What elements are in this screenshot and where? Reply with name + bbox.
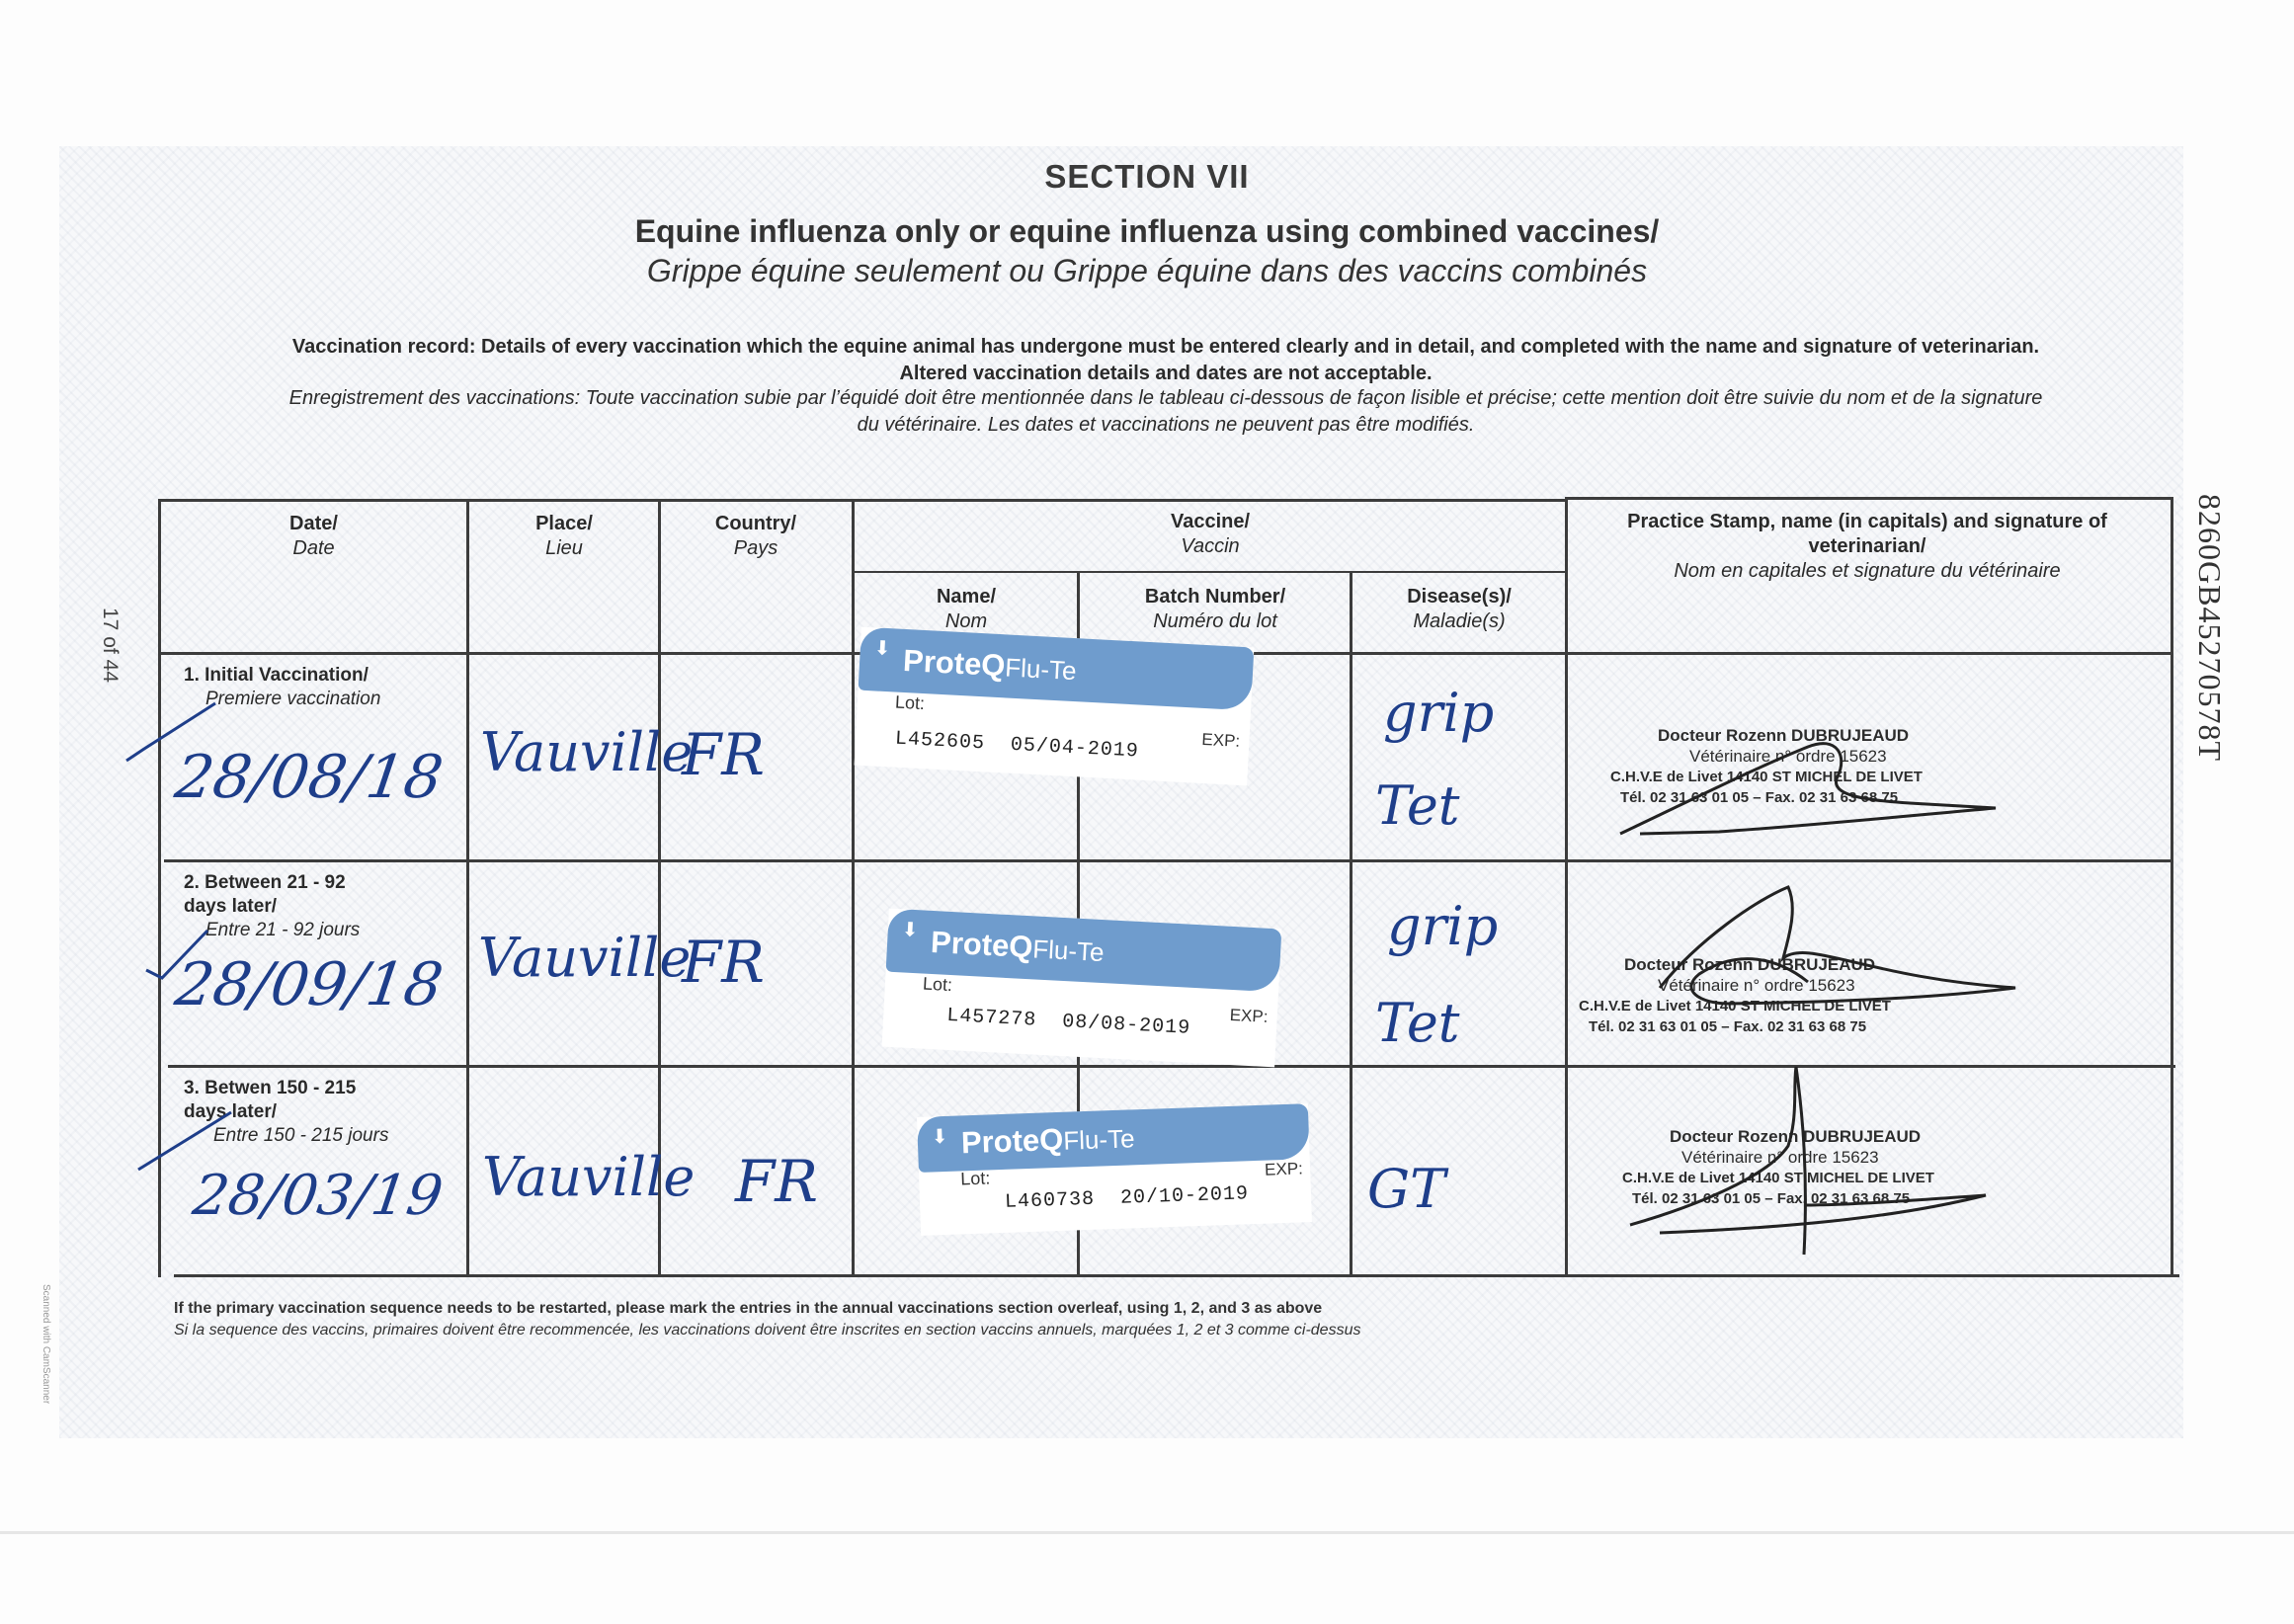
grid-col-right [2171,497,2173,1277]
intro-en [158,334,2173,387]
header-country [662,512,850,561]
header-stamp [1581,510,2154,584]
form-title-en: Equine influenza only or equine influenza using combined vaccines/ [634,213,1660,249]
header-name-en: Name/ [936,586,997,608]
row1-lot-label: Lot: [894,691,926,714]
header-country-en: Country/ [714,513,797,534]
header-batch-en: Batch Number/ [1144,586,1286,608]
row3-date: 28/03/19 [189,1164,448,1228]
header-disease [1353,585,1565,634]
row2-stamp-phone: Tél. 02 31 63 01 05 – Fax. 02 31 63 68 75 [1589,1018,1867,1035]
header-disease-fr: Maladie(s) [1413,610,1506,632]
intro-en-line1: Vaccination record: Details of every vaccination which the equine animal has undergone must be entered clearly and in detail, and completed with the name and signature of veterinarian. [291,336,2040,358]
row1-country: FR [682,721,765,788]
row3-brand-bold: ProteQ [960,1121,1064,1161]
row3-vaccine-label [917,1103,1312,1236]
row2-place: Vauville [478,927,692,989]
document-id: 8260GB45270578T [2192,494,2228,762]
row3-stamp-order: Vétérinaire n° ordre 15623 [1681,1148,1879,1167]
grid-vaccine-sub [852,571,1567,573]
footer-note-fr: Si la sequence des vaccins, primaires doivent être recommencée, les vaccinations doivent être inscrites en section vaccins annuels, marquées 1, 2 et 3 comme ci-dessus [174,1322,1361,1339]
footer-note-en: If the primary vaccination sequence needs to be restarted, please mark the entries in the annual vaccinations section overleaf, using 1, 2, and 3 as above [174,1300,1323,1317]
row3-lot-exp [1005,1182,1250,1214]
header-place-en: Place/ [535,513,593,534]
header-vaccine [856,510,1565,559]
row3-place: Vauville [482,1146,696,1208]
row1-lot: L452605 [894,727,986,756]
row3-exp: 20/10-2019 [1119,1182,1250,1210]
intro-fr [158,385,2173,439]
row1-label-fr: Premiere vaccination [205,689,381,709]
row1-exp-label: EXP: [1200,729,1241,751]
row3-stamp-phone: Tél. 02 31 63 01 05 – Fax. 02 31 63 68 75 [1632,1190,1911,1207]
row1-date: 28/08/18 [171,743,448,812]
grid-col-vaccine [852,499,855,1277]
grid-col-place [466,499,469,1277]
row1-signature [1610,717,2006,855]
row3-brand-light: Flu-Te [1062,1123,1136,1156]
scan-edge-line [0,1531,2294,1534]
row3-stamp-name: Docteur Rozenn DUBRUJEAUD [1670,1127,1922,1146]
row1-disease-2: Tet [1375,774,1460,837]
row1-disease-1: grip [1383,682,1495,744]
row3-label-fr: Entre 150 - 215 jours [213,1125,389,1146]
row3-stamp-address: C.H.V.E de Livet 14140 ST MICHEL DE LIVET [1622,1170,1934,1186]
header-name-fr: Nom [944,610,988,632]
section-title: SECTION VII [1044,158,1250,195]
row3-signature [1620,1057,1996,1264]
header-stamp-en: Practice Stamp, name (in capitals) and signature of veterinarian/ [1627,511,2107,557]
header-vaccine-fr: Vaccin [1181,535,1240,557]
header-date-en: Date/ [289,513,338,534]
header-date-fr: Date [292,537,335,559]
row2-brand-bold: ProteQ [930,924,1034,965]
row3-lot-label: Lot: [959,1168,991,1189]
intro-fr-line2: du vétérinaire. Les dates et vaccinations ne peuvent pas être modifiés. [857,414,1475,436]
row1-stamp-name: Docteur Rozenn DUBRUJEAUD [1658,726,1910,745]
grid-top-left [158,499,1567,502]
row1-stamp-address: C.H.V.E de Livet 14140 ST MICHEL DE LIVET [1610,769,1923,785]
header-disease-en: Disease(s)/ [1407,586,1512,608]
row3-label-arrow-icon: ⬇ [931,1125,948,1149]
header-vaccine-en: Vaccine/ [1170,511,1251,532]
intro-en-line2: Altered vaccination details and dates are not acceptable. [899,363,1433,384]
row1-vaccine-label [855,627,1255,786]
row2-disease-2: Tet [1375,992,1460,1054]
row2-exp: 08/08-2019 [1061,1011,1191,1040]
row2-country: FR [682,929,765,996]
row1-exp: 05/04-2019 [1010,733,1140,764]
row1-label-arrow-icon: ⬇ [873,637,892,661]
header-place [470,512,658,561]
row2-brand-light: Flu-Te [1031,934,1106,968]
row2-stamp-order: Vétérinaire n° ordre 15623 [1658,976,1855,995]
row3-exp-label: EXP: [1264,1159,1304,1179]
row1-brand-bold: ProteQ [902,642,1007,684]
intro-fr-line1: Enregistrement des vaccinations: Toute vaccination subie par l’équidé doit être mentionnée dans le tableau ci-dessous de façon lisible et précise; cette mention doit être suivie du nom et de la signature [288,387,2043,409]
form-title-fr: Grippe équine seulement ou Grippe équine dans des vaccins combinés [646,253,1648,288]
row1-stamp-order: Vétérinaire n° ordre 15623 [1689,747,1887,766]
row2-disease-1: grip [1387,895,1499,957]
scanner-watermark: Scanned with CamScanner [41,1284,51,1405]
row2-date: 28/09/18 [171,950,448,1019]
row3-disease-1: GT [1367,1158,1446,1220]
row2-vaccine-label [882,909,1282,1068]
row1-stamp-phone: Tél. 02 31 63 01 05 – Fax. 02 31 63 68 75 [1620,789,1899,806]
header-place-fr: Lieu [545,537,583,559]
header-date [163,512,464,561]
row2-stamp-address: C.H.V.E de Livet 14140 ST MICHEL DE LIVET [1579,998,1891,1015]
row2-label-arrow-icon: ⬇ [901,919,920,942]
row2-label [184,871,441,942]
row3-lot: L460738 [1004,1187,1096,1214]
row3-vaccine-brand [960,1119,1135,1161]
header-batch [1081,585,1350,634]
grid-col-disease [1350,571,1352,1277]
row2-lot-exp [946,1005,1191,1040]
row2-signature [1640,879,2035,1027]
row1-place: Vauville [480,721,694,783]
grid-top-right [1565,497,2173,500]
row1-lot-exp [894,728,1139,764]
header-stamp-fr: Nom en capitales et signature du vétérinaire [1674,560,2061,582]
row2-stamp-name: Docteur Rozenn DUBRUJEAUD [1624,955,1876,974]
row2-lot: L457278 [945,1004,1037,1032]
row1-label-en: 1. Initial Vaccination/ [184,665,369,686]
header-country-fr: Pays [733,537,778,559]
grid-bottom [174,1274,2179,1277]
header-name [856,585,1077,634]
row2-label-fr: Entre 21 - 92 jours [205,920,361,940]
page-number: 17 of 44 [99,608,122,683]
row3-label-en: 3. Betwen 150 - 215 days later/ [184,1078,357,1122]
row2-label-en: 2. Between 21 - 92 days later/ [184,872,346,917]
row2-lot-label: Lot: [922,973,953,996]
row3-country: FR [735,1148,818,1215]
row2-exp-label: EXP: [1229,1005,1269,1026]
row1-brand-light: Flu-Te [1004,652,1078,687]
grid-col-stamp [1565,497,1568,1277]
header-batch-fr: Numéro du lot [1153,610,1277,632]
